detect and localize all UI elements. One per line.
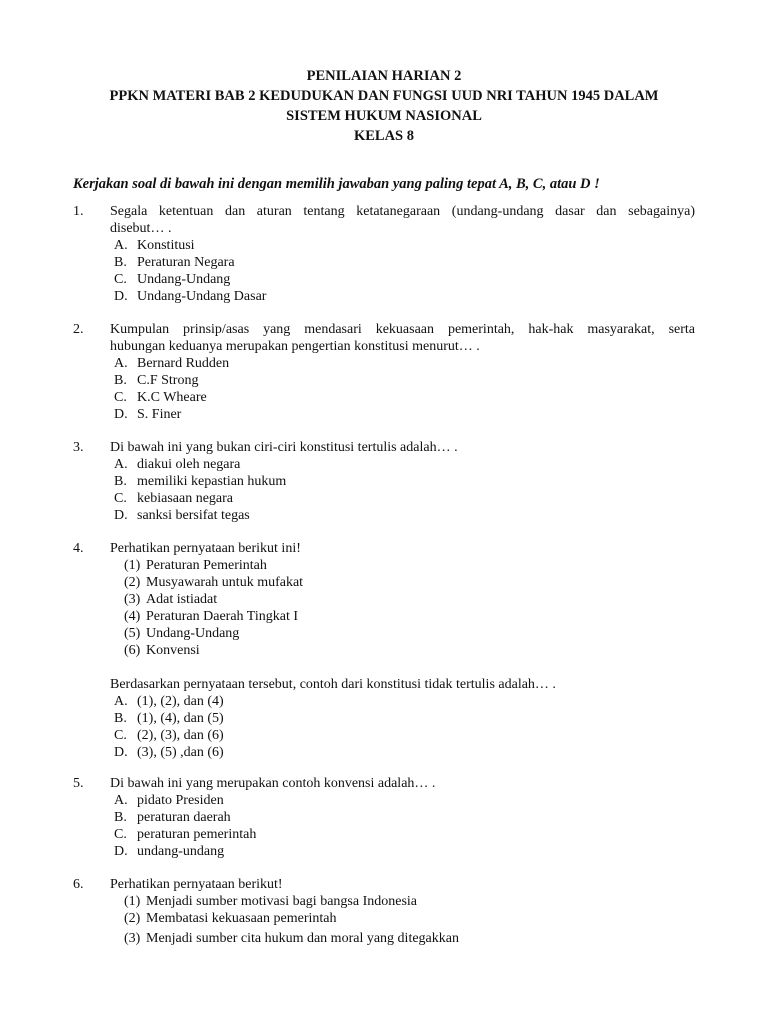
statement-text: Adat istiadat	[146, 592, 218, 607]
option-letter: A.	[114, 694, 128, 709]
question-number: 3.	[73, 440, 84, 455]
answer-option[interactable]	[114, 237, 695, 254]
option-letter: D.	[114, 289, 128, 304]
option-text: (1), (4), dan (5)	[137, 711, 224, 726]
answer-option[interactable]	[114, 355, 695, 372]
option-text: sanksi bersifat tegas	[137, 508, 250, 523]
statement-item	[124, 557, 695, 574]
option-text: Undang-Undang	[137, 272, 231, 287]
option-letter: B.	[114, 373, 127, 388]
answer-option[interactable]	[114, 710, 695, 727]
question-stem-line: Kumpulan prinsip/asas yang mendasari kekuasaan pemerintah, hak-hak masyarakat, serta	[110, 322, 695, 337]
option-text: Konstitusi	[137, 238, 195, 253]
question-number: 5.	[73, 776, 84, 791]
statement-item	[124, 574, 695, 591]
statement-number: (4)	[124, 609, 141, 624]
option-text: S. Finer	[137, 407, 182, 422]
statement-item	[124, 608, 695, 625]
option-letter: C.	[114, 491, 127, 506]
statement-text: Peraturan Pemerintah	[146, 558, 267, 573]
option-letter: B.	[114, 255, 127, 270]
option-letter: B.	[114, 810, 127, 825]
statement-number: (2)	[124, 911, 141, 926]
option-text: (2), (3), dan (6)	[137, 728, 224, 743]
option-letter: A.	[114, 793, 128, 808]
option-text: Bernard Rudden	[137, 356, 230, 371]
answer-option[interactable]	[114, 843, 695, 860]
answer-option[interactable]	[114, 288, 695, 305]
option-text: diakui oleh negara	[137, 457, 241, 472]
question-2	[73, 321, 695, 423]
statement-text: Peraturan Daerah Tingkat I	[146, 609, 299, 624]
question-stem-line: disebut… .	[110, 221, 172, 236]
header-subject-cont: SISTEM HUKUM NASIONAL	[286, 108, 482, 124]
question-6	[73, 876, 695, 947]
statement-number: (6)	[124, 643, 141, 658]
question-number: 1.	[73, 204, 84, 219]
option-letter: B.	[114, 711, 127, 726]
option-text: peraturan pemerintah	[137, 827, 257, 842]
statement-text: Musyawarah untuk mufakat	[146, 575, 304, 590]
statement-list	[124, 893, 695, 947]
option-letter: C.	[114, 728, 127, 743]
statement-item	[124, 893, 695, 910]
question-number: 6.	[73, 877, 84, 892]
question-stem-line: Perhatikan pernyataan berikut ini!	[110, 541, 301, 556]
answer-options	[114, 355, 695, 423]
option-text: Undang-Undang Dasar	[137, 289, 267, 304]
option-text: pidato Presiden	[137, 793, 224, 808]
option-letter: C.	[114, 390, 127, 405]
statement-text: Menjadi sumber cita hukum dan moral yang ditegakkan	[146, 931, 459, 946]
answer-option[interactable]	[114, 826, 695, 843]
header-class: KELAS 8	[353, 128, 415, 144]
statement-text: Menjadi sumber motivasi bagi bangsa Indonesia	[146, 894, 417, 909]
answer-option[interactable]	[114, 271, 695, 288]
option-text: Peraturan Negara	[137, 255, 235, 270]
option-letter: D.	[114, 745, 128, 760]
option-text: K.C Wheare	[137, 390, 207, 405]
option-text: (1), (2), dan (4)	[137, 694, 224, 709]
question-stem-line: Di bawah ini yang merupakan contoh konvensi adalah… .	[110, 776, 436, 791]
statement-number: (1)	[124, 894, 141, 909]
statement-list	[124, 557, 695, 659]
option-letter: A.	[114, 356, 128, 371]
option-text: memiliki kepastian hukum	[137, 474, 287, 489]
option-text: undang-undang	[137, 844, 225, 859]
question-stem-line: Perhatikan pernyataan berikut!	[110, 877, 283, 892]
statement-text: Konvensi	[146, 643, 200, 658]
instruction-text: Kerjakan soal di bawah ini dengan memilih jawaban yang paling tepat A, B, C, atau D !	[73, 176, 600, 192]
statement-item	[124, 591, 695, 608]
question-stem-line: Di bawah ini yang bukan ciri-ciri konstitusi tertulis adalah… .	[110, 440, 458, 455]
option-letter: C.	[114, 827, 127, 842]
answer-option[interactable]	[114, 809, 695, 826]
statement-text: Undang-Undang	[146, 626, 240, 641]
question-stem-line: hubungan keduanya merupakan pengertian konstitusi menurut… .	[110, 339, 480, 354]
answer-options	[114, 792, 695, 860]
option-letter: A.	[114, 238, 128, 253]
option-letter: C.	[114, 272, 127, 287]
question-3	[73, 439, 695, 524]
option-letter: B.	[114, 474, 127, 489]
answer-option[interactable]	[114, 744, 695, 761]
statement-text: Membatasi kekuasaan pemerintah	[146, 911, 337, 926]
option-letter: D.	[114, 508, 128, 523]
answer-option[interactable]	[114, 490, 695, 507]
answer-option[interactable]	[114, 473, 695, 490]
document-header	[0, 66, 768, 146]
question-1	[73, 203, 695, 305]
answer-option[interactable]	[114, 406, 695, 423]
answer-option[interactable]	[114, 693, 695, 710]
statement-item	[124, 910, 695, 927]
answer-options	[114, 693, 695, 761]
statement-number: (2)	[124, 575, 141, 590]
option-letter: D.	[114, 844, 128, 859]
option-text: kebiasaan negara	[137, 491, 233, 506]
statement-number: (5)	[124, 626, 141, 641]
statement-number: (3)	[124, 931, 141, 946]
option-letter: A.	[114, 457, 128, 472]
answer-option[interactable]	[114, 456, 695, 473]
answer-options	[114, 456, 695, 524]
option-text: (3), (5) ,dan (6)	[137, 745, 224, 760]
answer-option[interactable]	[114, 727, 695, 744]
question-number: 4.	[73, 541, 84, 556]
statement-item	[124, 625, 695, 642]
answer-option[interactable]	[114, 792, 695, 809]
question-sub-prompt: Berdasarkan pernyataan tersebut, contoh dari konstitusi tidak tertulis adalah… .	[110, 677, 556, 692]
question-number: 2.	[73, 322, 84, 337]
question-5	[73, 775, 695, 860]
option-text: C.F Strong	[137, 373, 199, 388]
statement-item	[124, 930, 695, 947]
header-subject: PPKN MATERI BAB 2 KEDUDUKAN DAN FUNGSI UUD NRI TAHUN 1945 DALAM	[109, 88, 659, 104]
option-text: peraturan daerah	[137, 810, 231, 825]
question-4	[73, 540, 695, 761]
answer-option[interactable]	[114, 372, 695, 389]
option-letter: D.	[114, 407, 128, 422]
answer-options	[114, 237, 695, 305]
statement-number: (3)	[124, 592, 141, 607]
answer-option[interactable]	[114, 254, 695, 271]
question-stem-line: Segala ketentuan dan aturan tentang ketatanegaraan (undang-undang dasar dan sebagainya)	[110, 204, 695, 219]
statement-number: (1)	[124, 558, 141, 573]
statement-item	[124, 642, 695, 659]
answer-option[interactable]	[114, 507, 695, 524]
header-title: PENILAIAN HARIAN 2	[306, 68, 462, 84]
answer-option[interactable]	[114, 389, 695, 406]
